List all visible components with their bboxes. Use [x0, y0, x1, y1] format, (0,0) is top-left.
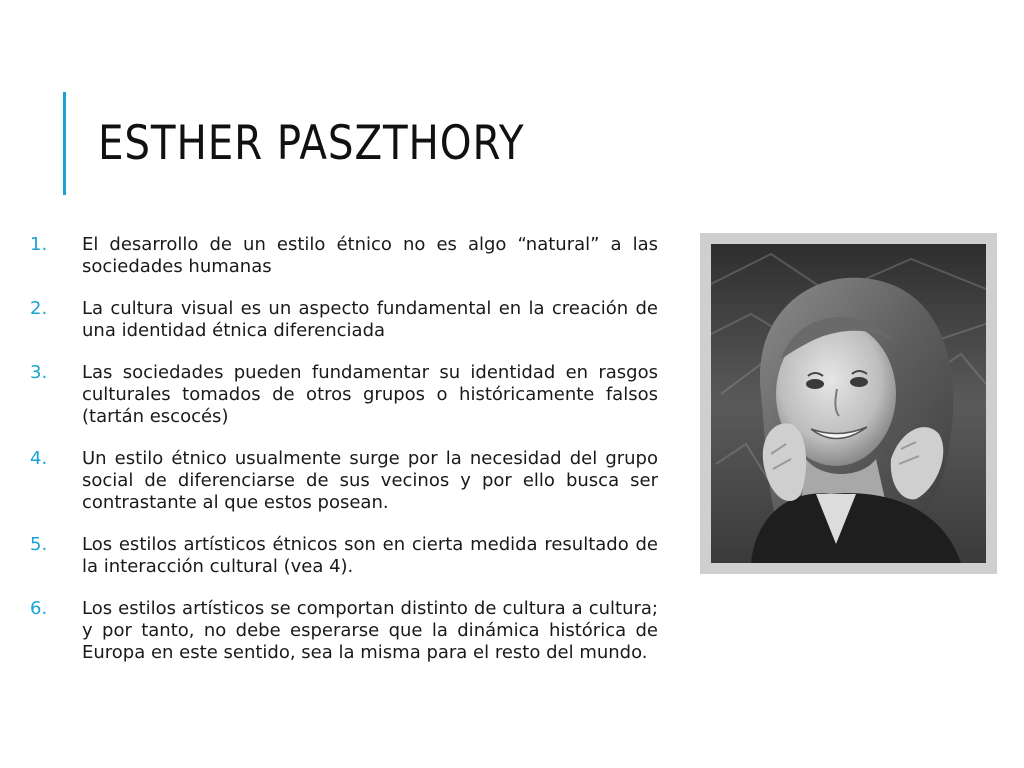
portrait-photo-frame [700, 233, 997, 574]
portrait-photo [711, 244, 986, 563]
list-item [30, 598, 658, 664]
list-item-text: El desarrollo de un estilo étnico no es algo “natural” a las sociedades humanas [82, 234, 658, 277]
list-item-number: 1. [30, 234, 48, 255]
list-item-number: 4. [30, 448, 48, 469]
list-item-number: 2. [30, 298, 48, 319]
numbered-list [30, 234, 658, 664]
list-item-number: 3. [30, 362, 48, 383]
title-accent-bar [63, 92, 66, 195]
list-item-number: 5. [30, 534, 48, 555]
list-item [30, 234, 658, 278]
slide-title: ESTHER PASZTHORY [98, 116, 525, 171]
list-item [30, 448, 658, 514]
list-item-text: Los estilos artísticos se comportan distinto de cultura a cultura; y por tanto, no debe esperarse que la dinámica histórica de Europa en este sentido, sea la misma para el resto del mundo. [82, 598, 658, 663]
list-item [30, 362, 658, 428]
list-item [30, 298, 658, 342]
list-item-text: La cultura visual es un aspecto fundamental en la creación de una identidad étnica diferenciada [82, 298, 658, 341]
list-item-number: 6. [30, 598, 48, 619]
list-item-text: Un estilo étnico usualmente surge por la necesidad del grupo social de diferenciarse de sus vecinos y por ello busca ser contrastante al que estos posean. [82, 448, 658, 513]
list-item [30, 534, 658, 578]
list-item-text: Las sociedades pueden fundamentar su identidad en rasgos culturales tomados de otros grupos o históricamente falsos (tartán escocés) [82, 362, 658, 427]
list-item-text: Los estilos artísticos étnicos son en cierta medida resultado de la interacción cultural (vea 4). [82, 534, 658, 577]
